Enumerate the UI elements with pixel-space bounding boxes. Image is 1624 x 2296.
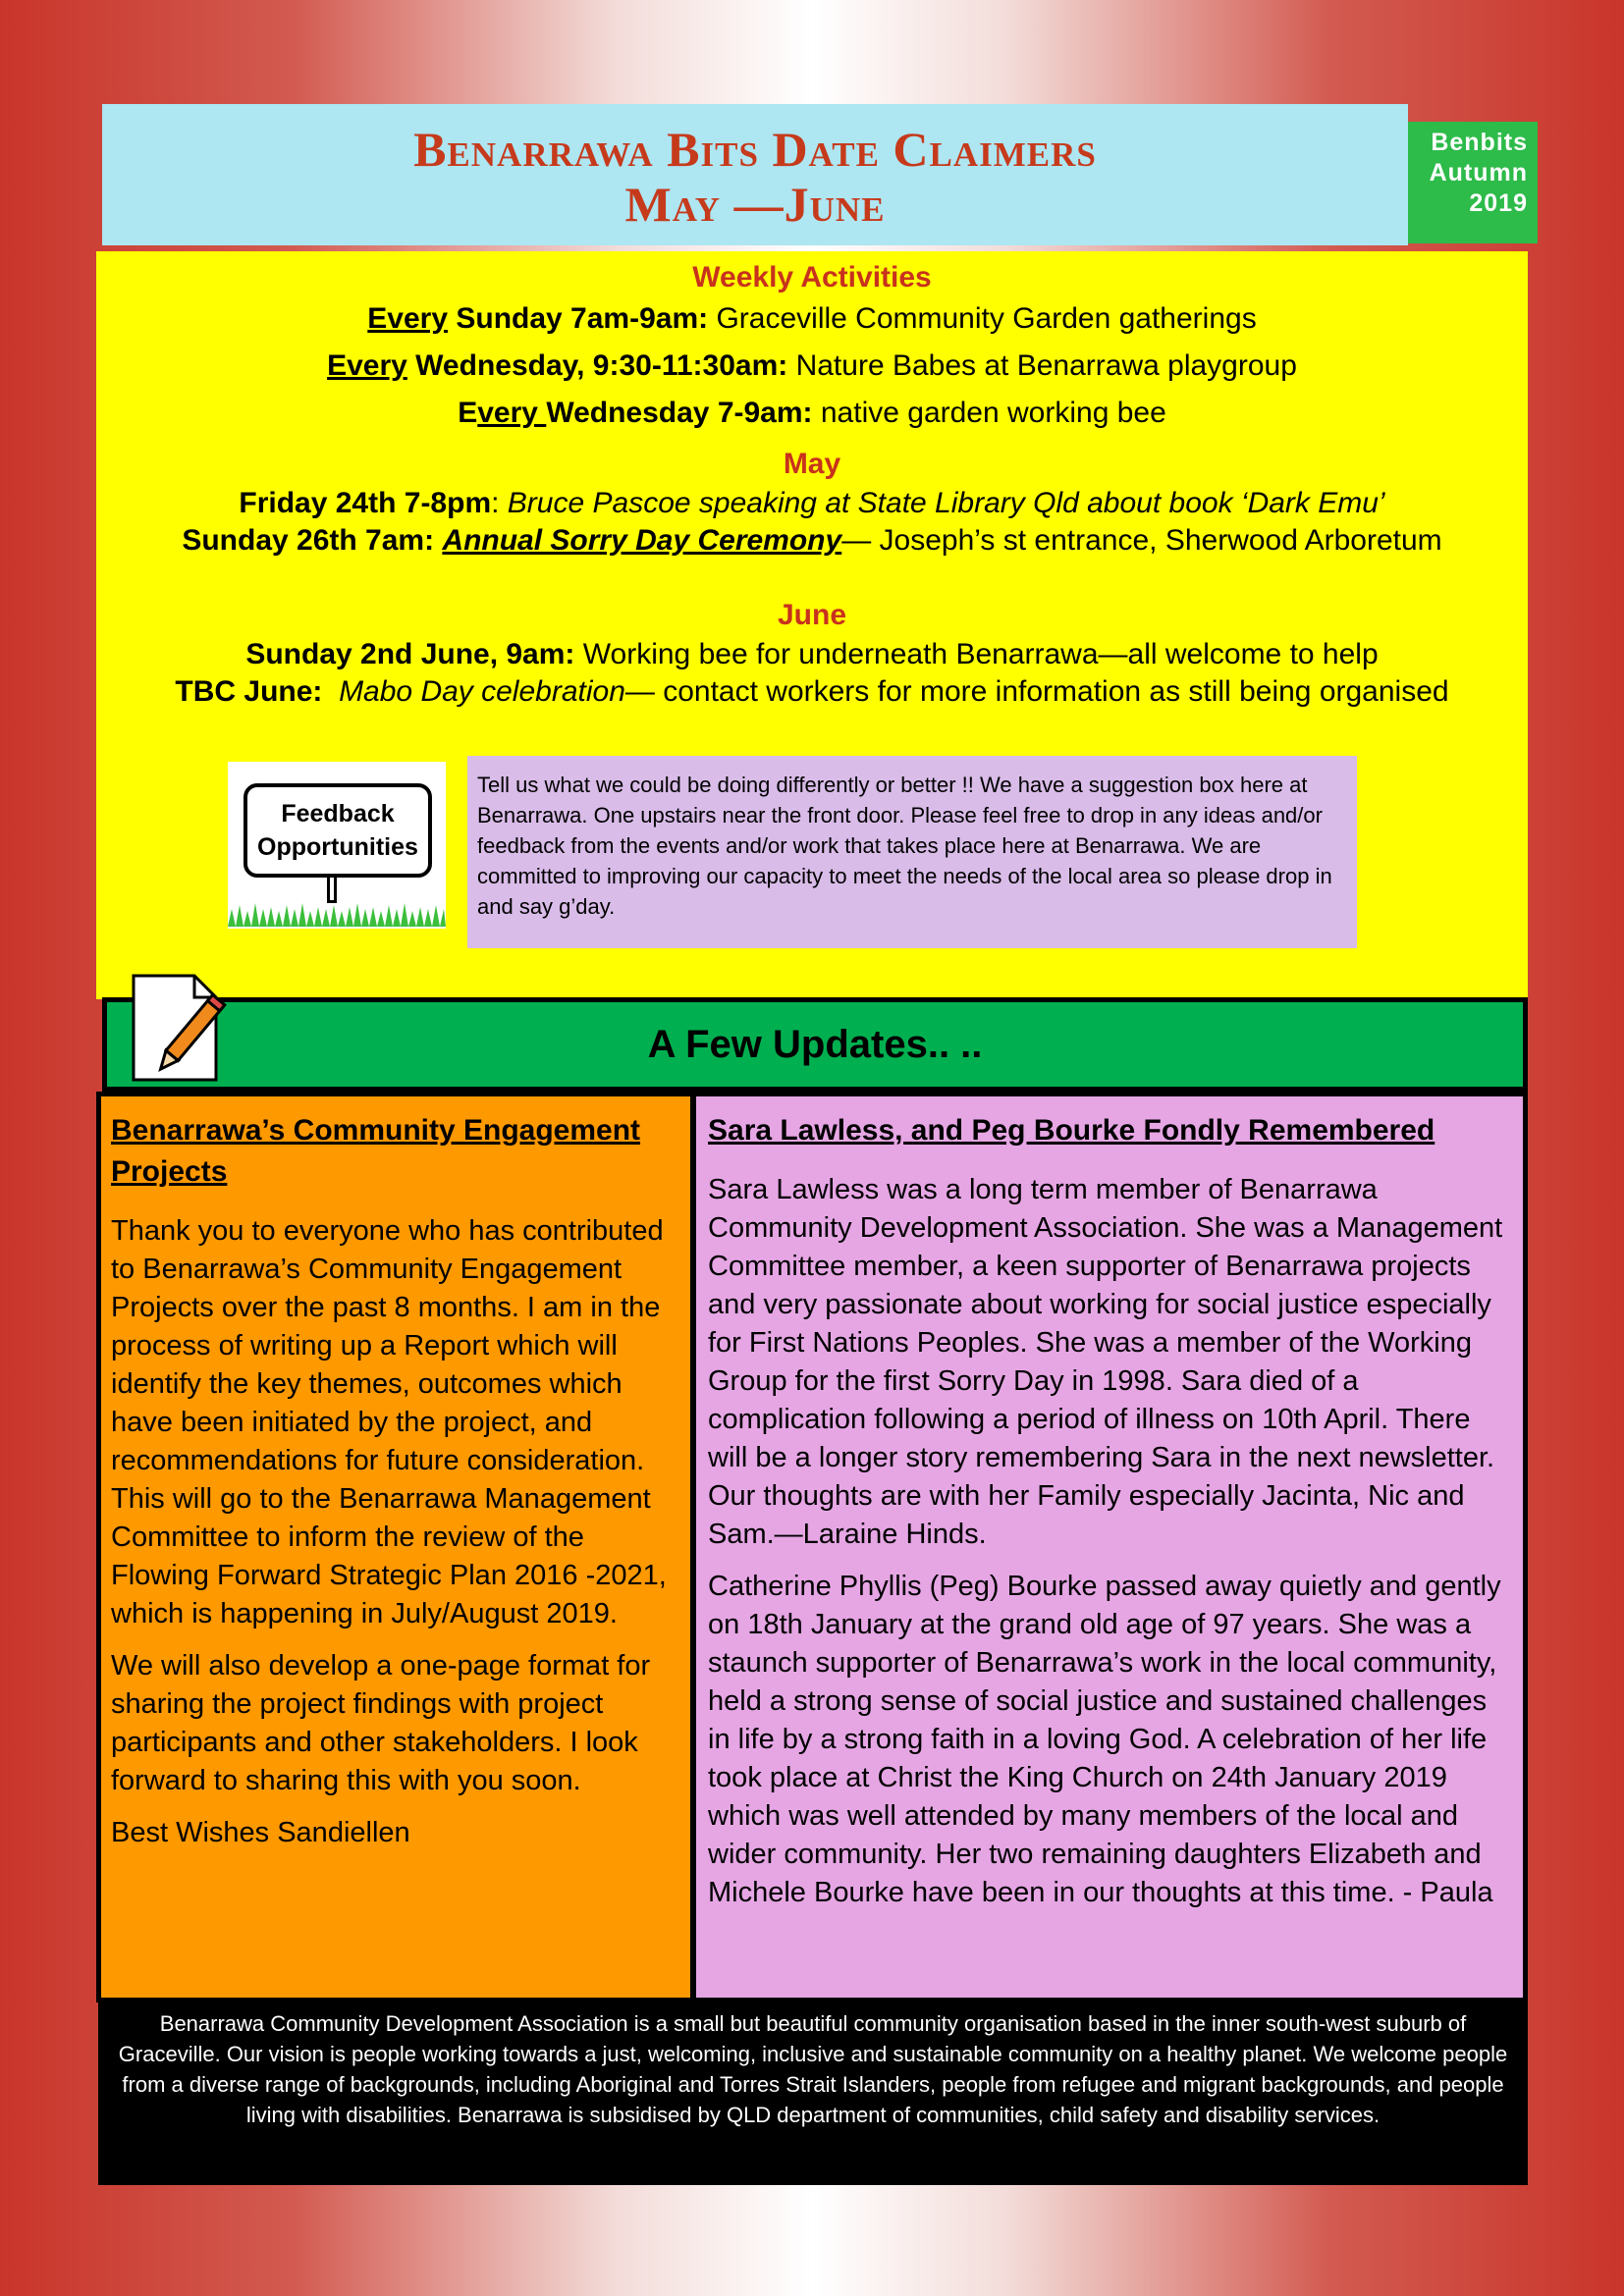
may-heading: May <box>783 448 841 480</box>
weekly-item: Every Sunday 7am-9am: Graceville Community Garden gatherings <box>367 302 1257 335</box>
edition-name: Benbits <box>1431 129 1528 156</box>
may-item: Friday 24th 7-8pm: Bruce Pascoe speaking at State Library Qld about book ‘Dark Emu’ <box>239 487 1385 519</box>
article-paragraph: We will also develop a one-page format for sharing the project findings with project participants and other stakeholders. I look forward to sharing this with you soon. <box>111 1650 651 1796</box>
note-pencil-icon <box>126 972 236 1086</box>
may-item: Sunday 26th 7am: Annual Sorry Day Ceremony— Joseph’s st entrance, Sherwood Arboretum <box>182 524 1442 557</box>
article-heading: Benarrawa’s Community Engagement Projects <box>111 1114 641 1188</box>
article-paragraph: Thank you to everyone who has contributed to Benarrawa’s Community Engagement Projects over the past 8 months. I am in the process of writing up a Report which will identify the key themes, outcomes which have been initiated by the project, and recommendations for future consideration. This will go to the Benarrawa Management Committee to inform the review of the Flowing Forward Strategic Plan 2016 -2021, which is happening in July/August 2019. <box>111 1215 667 1629</box>
community-engagement-article <box>96 1092 693 2002</box>
article-heading: Sara Lawless, and Peg Bourke Fondly Remembered <box>708 1114 1435 1147</box>
feedback-sign-image <box>228 762 446 929</box>
suggestion-box-note: Tell us what we could be doing differently or better !! We have a suggestion box here at Benarrawa. One upstairs near the front door. Please feel free to drop in any ideas and/or feedback from the events and/or work that takes place here at Benarrawa. We are committed to improving our capacity to meet the needs of the local area so please drop in and say g’day. <box>467 756 1357 948</box>
edition-season: Autumn <box>1429 159 1528 187</box>
weekly-item: Every Wednesday, 9:30-11:30am: Nature Babes at Benarrawa playgroup <box>327 349 1297 382</box>
article-paragraph: Sara Lawless was a long term member of Benarrawa Community Development Association. She was a Management Committee member, a keen supporter of Benarrawa projects and very passionate about working for social justice especially for First Nations Peoples. She was a member of the Working Group for the first Sorry Day in 1998. Sara died of a complication following a period of illness on 10th April. There will be a longer story remembering Sara in the next newsletter. Our thoughts are with her Family especially Jacinta, Nic and Sam.—Laraine Hinds. <box>708 1174 1503 1550</box>
page-subtitle: May —June <box>624 177 886 232</box>
about-footer: Benarrawa Community Development Association is a small but beautiful community organisation based in the inner south-west suburb of Graceville. Our vision is people working towards a just, welcoming, inclusive and sustainable community on a healthy planet. We welcome people from a diverse range of backgrounds, including Aboriginal and Torres Strait Islanders, people from refugee and migrant backgrounds, and people living with disabilities. Benarrawa is subsidised by QLD department of communities, child safety and disability services. <box>98 2002 1528 2185</box>
weekly-item: Every Wednesday 7-9am: native garden working bee <box>458 397 1166 429</box>
article-signoff: Best Wishes Sandiellen <box>111 1817 410 1848</box>
feedback-sign: Feedback Opportunities <box>244 783 432 878</box>
remembrance-article <box>693 1092 1528 2002</box>
updates-banner: A Few Updates.. .. <box>102 997 1528 1092</box>
edition-year: 2019 <box>1469 189 1528 217</box>
weekly-heading: Weekly Activities <box>692 261 932 294</box>
june-item: TBC June: Mabo Day celebration— contact workers for more information as still being organised <box>175 675 1449 708</box>
title-banner <box>102 104 1408 245</box>
article-paragraph: Catherine Phyllis (Peg) Bourke passed away quietly and gently on 18th January at the grand old age of 97 years. She was a staunch supporter of Benarrawa’s work in the local community, held a strong sense of social justice and sustained challenges in life by a strong faith in a loving God. A celebration of her life took place at Christ the King Church on 24th January 2019 which was well attended by many members of the local and wider community. Her two remaining daughters Elizabeth and Michele Bourke have been in our thoughts at this time. - Paula <box>708 1571 1501 1908</box>
june-item: Sunday 2nd June, 9am: Working bee for underneath Benarrawa—all welcome to help <box>245 638 1379 670</box>
page-title: Benarrawa Bits Date Claimers <box>413 122 1097 177</box>
june-heading: June <box>777 599 847 631</box>
edition-badge <box>1408 122 1538 243</box>
grass-icon <box>228 897 446 927</box>
